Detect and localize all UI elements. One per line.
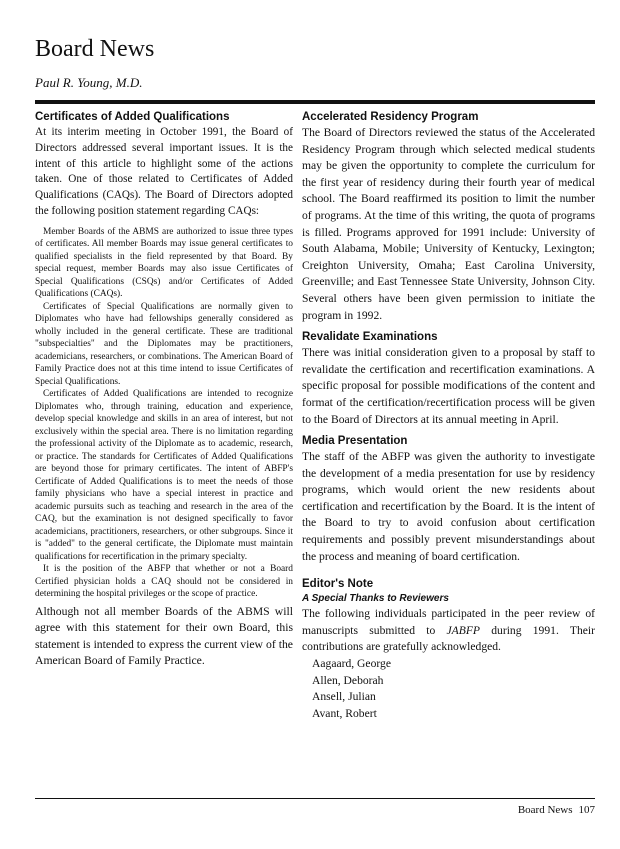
revalidate-examinations-paragraph: There was initial consideration given to a proposal by staff to revalidate the certification and recertification examinations. A specific proposal for possible modifications of the content and format of the certification/recertification process will be given to the Board of Directors at its annual meeting in April. [302,346,595,426]
reviewer-name: Ansell, Julian [312,690,376,704]
section-heading-media-presentation: Media Presentation [302,435,408,448]
position-statement-paragraph: Certificates of Special Qualifications are normally given to Diplomates who have had fellowships generally considered as wholly included in the general certificate. These are traditional "subspecialties" and the Diplomates may be practitioners, academicians, researchers, or combinations. The American Board of Family Practice does not at this time intend to issue Certificates of Special Qualifications. [35,301,293,387]
page-title: Board News [35,36,155,62]
caq-closing-paragraph: Although not all member Boards of the ABMS will agree with this statement for their own Board, this statement is intended to express the current view of the American Board of Family Practice. [35,604,293,667]
reviewer-name: Aagaard, George [312,657,391,671]
position-statement-paragraph: It is the position of the ABFP that whether or not a Board Certified physician holds a CAQ should not be considered in determining the hospital privileges or the scope of practice. [35,564,293,600]
page-footer [518,804,595,816]
editors-note-paragraph [302,606,595,656]
position-statement-paragraph: Certificates of Added Qualifications are intended to recognize Diplomates who, through training, education and experience, develop special knowledge and skills in an area of interest, but not exclusively within the special area. There is no limitation regarding the professional activity of the Diplomate as to academic, research, or practice. The standards for Certificates of Added Qualifications are beyond those for primary certificates. The intent of ABFP's Certificate of Added Qualifications is to meet the needs of those family physicians who have a special interest in practice and academic pursuits such as teaching and research in the area of the CAQ, but the examination is not designed specifically to favor academicians, practitioners, researchers, or other subgroups. Since it is "added" to the general certificate, the Diplomate must maintain qualifications for recertification in the primary specialty. [35,389,293,562]
header-rule [35,100,595,104]
position-statement-paragraph: Member Boards of the ABMS are authorized to issue three types of certificates. All member Boards may issue general certificates to qualified specialists in the field represented by that Board. By special request, member Boards may also issue Certificates of Special Qualifications (CSQs) and/or Certificates of Added Qualifications (CAQs). [35,226,293,300]
caq-intro-paragraph: At its interim meeting in October 1991, the Board of Directors addressed several important issues. It is the intent of this article to highlight some of the actions taken. One of those related to Certificates of Added Qualifications (CAQs). The Board of Directors adopted the following position statement regarding CAQs: [35,126,293,217]
media-presentation-paragraph: The staff of the ABFP was given the authority to investigate the development of a media presentation for use by residency programs, which would orient the new residents about certification and recertification by the Board. It is the intent of the Board to try to avoid confusion about certification requirements and possibly prevent misunderstandings about the process and meaning of board certification. [302,450,595,563]
section-heading-revalidate-examinations: Revalidate Examinations [302,331,438,344]
section-heading-accelerated-residency: Accelerated Residency Program [302,111,479,123]
author-byline: Paul R. Young, M.D. [35,75,143,90]
editors-note-subheading: A Special Thanks to Reviewers [302,593,449,605]
section-heading-editors-note: Editor's Note [302,578,374,591]
section-heading-caq: Certificates of Added Qualifications [35,111,230,123]
accelerated-residency-paragraph: The Board of Directors reviewed the status of the Accelerated Residency Program through which selected medical students may be given the opportunity to complete the curriculum for the first year of residency during their fourth year of medical school. The Board reaffirmed its position to limit the number of programs. At the time of this writing, the quota of programs is filled. Programs approved for 1991 include: University of South Alabama, Mobile; University of Kentucky, Lexington; Creighton University, Omaha; East Carolina University, Greenville; and East Tennessee State University, Johnson City. Several others have been given permission to initiate the program in 1992. [302,126,595,322]
footer-label: Board News [517,804,573,816]
reviewer-name: Avant, Robert [312,706,377,720]
footer-rule [35,798,595,799]
editors-note-text: during 1991. Their contributions are gratefully acknowledged. [302,623,595,654]
editors-note-text: The following individuals participated in the peer review of manuscripts submitted to [302,607,595,637]
journal-name: JABFP [446,623,480,637]
left-column [35,110,293,669]
page-number: 107 [578,804,595,816]
reviewer-name: Allen, Deborah [312,673,384,687]
right-column [302,110,595,722]
reviewer-list [302,656,595,722]
